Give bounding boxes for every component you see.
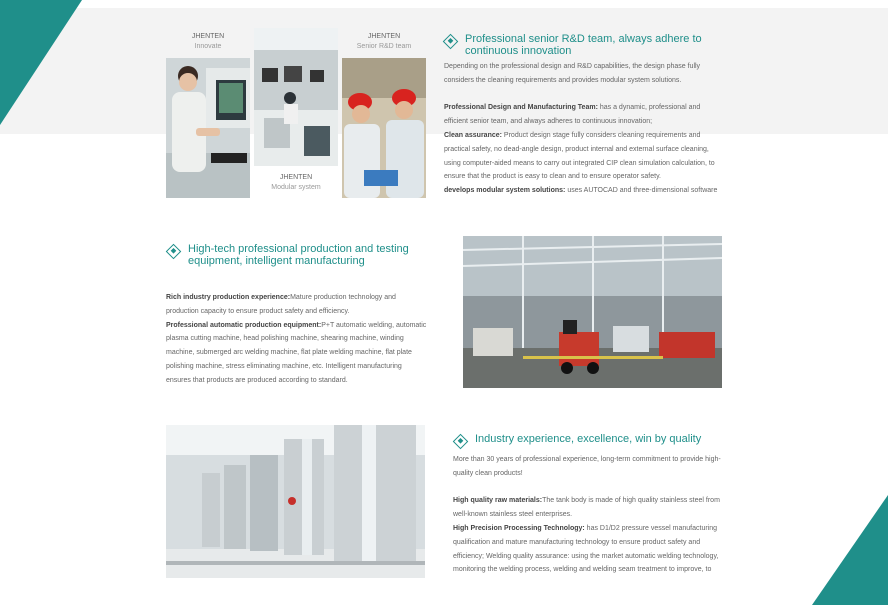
corner-decoration-top-left <box>0 0 82 125</box>
section3-text <box>453 453 725 577</box>
section3-title: Industry experience, excellence, win by quality <box>475 433 702 445</box>
diamond-icon <box>443 34 459 50</box>
section1-item <box>444 129 726 184</box>
section1-text <box>444 60 726 198</box>
item-label: Clean assurance: <box>444 131 502 139</box>
section1-item <box>444 101 726 129</box>
item-label: High quality raw materials: <box>453 497 543 505</box>
section1-intro: Depending on the professional design and R&D capabilities, the design phase fully considers the cleaning requirements and provides modular system solutions. <box>444 63 701 84</box>
lab-office-photo <box>254 28 338 166</box>
section2-text <box>166 291 428 388</box>
item-text: P+T automatic welding, automatic plasma cutting machine, head polishing machine, shearing machine, winding machine, submerged arc welding machine, flat plate welding machine, flat plate polishing machine, stress eliminating machine, etc. Intelligent manufacturing ensures that products are produced according to standard. <box>166 321 427 384</box>
section3-intro: More than 30 years of professional experience, long-term commitment to provide high-quality clean products! <box>453 456 721 477</box>
caption-label: Senior R&D team <box>356 43 412 50</box>
item-text: has D1/D2 pressure vessel manufacturing qualification and mature manufacturing technology to ensure product safety and efficiency; Welding quality assurance: using the market automatic welding technology, monitoring the welding process, welding and welding seam treatment to improve, to <box>453 524 719 574</box>
caption-innovate <box>166 32 250 52</box>
stainless-tanks-photo <box>166 425 425 578</box>
item-label: Rich industry production experience: <box>166 294 291 301</box>
corner-decoration-bottom-right <box>812 495 888 605</box>
section1-title: Professional senior R&D team, always adhere to continuous innovation <box>465 33 702 57</box>
item-label: Professional Design and Manufacturing Team: <box>444 104 598 112</box>
factory-floor-photo <box>463 236 722 388</box>
section2-item <box>166 319 428 388</box>
section3-item <box>453 494 725 522</box>
item-label: Professional automatic production equipment: <box>166 321 322 329</box>
section3-item <box>453 522 725 577</box>
workers-in-hardhats-photo <box>342 58 426 198</box>
caption-brand: JHENTEN <box>279 174 313 181</box>
caption-label: Innovate <box>194 43 222 50</box>
item-text: uses AUTOCAD and three-dimensional software <box>565 187 718 195</box>
engineer-at-computer-photo <box>166 58 250 198</box>
caption-label: Modular system <box>271 184 321 191</box>
caption-modular-system <box>254 173 338 193</box>
caption-brand: JHENTEN <box>367 33 401 40</box>
caption-senior-rd-team <box>342 32 426 52</box>
item-label: High Precision Processing Technology: <box>453 524 585 532</box>
section3-heading <box>453 433 733 447</box>
item-text: Mature production technology and production capacity to ensure product safety and efficiency. <box>166 294 396 315</box>
diamond-icon <box>166 244 182 260</box>
diamond-icon <box>453 434 469 450</box>
section2-heading <box>166 243 426 267</box>
caption-brand: JHENTEN <box>191 33 225 40</box>
section2-item <box>166 291 428 319</box>
section2-title: High-tech professional production and testing equipment, intelligent manufacturing <box>188 243 409 267</box>
item-text: The tank body is made of high quality stainless steel from well-known stainless steel enterprises. <box>453 497 720 519</box>
item-text: has a dynamic, professional and efficient senior team, and always adheres to continuous innovation; <box>444 104 701 126</box>
item-label: develops modular system solutions: <box>444 187 566 195</box>
section1-item <box>444 184 726 198</box>
section1-heading <box>443 33 728 57</box>
item-text: Product design stage fully considers cleaning requirements and practical safety, no dead-angle design, product internal and external surface cleaning, using computer-aided means to carry out integrated CIP clean simulation calculation, to ensure that the product is easy to clean and to ensure operator safety. <box>444 131 715 181</box>
